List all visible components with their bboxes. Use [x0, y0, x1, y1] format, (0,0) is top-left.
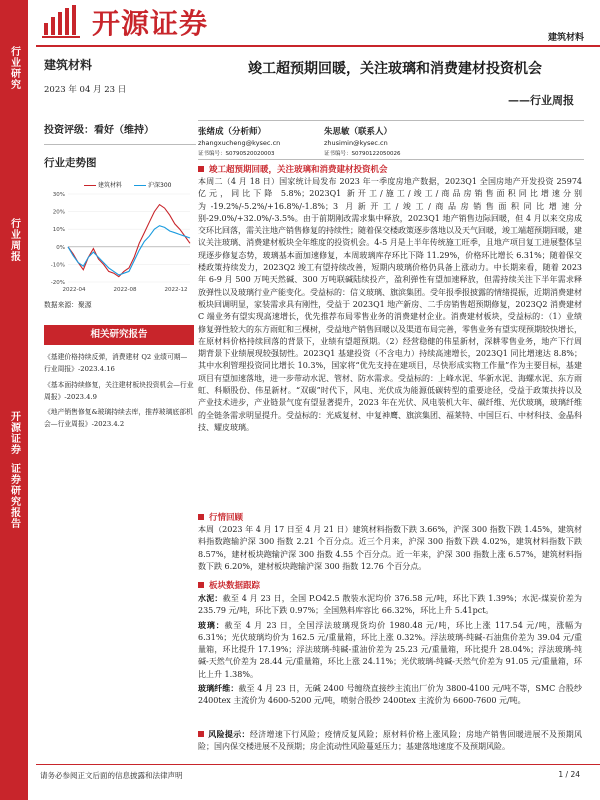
legend-label-hs300: 沪深300 [148, 182, 172, 189]
left-column [44, 56, 194, 431]
series-line-materials [68, 205, 190, 277]
legend-label-materials: 建筑材料 [98, 182, 123, 189]
report-type: ——行业周报 [508, 94, 574, 107]
sidebar-brand-label: 开源证券 [8, 411, 20, 455]
risk-text: 经济增速下行风险；疫情反复风险；原材料价格上涨风险；房地产销售回暖进展不及预期风险；国内保交楼进展不及预期；房企流动性风险蔓延压力；基建落地速度不及预期风险。 [198, 730, 582, 752]
footer-disclaimer: 请务必参阅正文后面的信息披露和法律声明 [40, 771, 183, 780]
footer-divider [36, 764, 600, 765]
logo-mark-icon [40, 3, 86, 41]
analyst-cert: 证书编号：S0790520020003 [198, 151, 275, 157]
risk-block [198, 728, 582, 762]
related-item[interactable]: 《地产销售修复&玻璃持续去库，推荐玻璃底部机会—行业周报》-2023.4.2 [44, 408, 193, 429]
related-list [44, 351, 194, 431]
data-item-label: 玻璃： [198, 619, 225, 630]
header-divider [36, 45, 600, 47]
bullet-icon [198, 166, 204, 172]
analyst-block [198, 120, 584, 160]
section-heading [198, 579, 260, 591]
related-item[interactable]: 《基本面持续修复，关注建材板块投资机会—行业周报》-2023.4.9 [44, 380, 194, 401]
report-date: 2023 年 04 月 23 日 [44, 85, 127, 95]
related-header [44, 325, 194, 345]
section-body [198, 592, 582, 726]
sidebar-report-label: 证券研究报告 [8, 463, 20, 529]
y-tick-label: 10% [52, 227, 65, 234]
y-tick-label: 30% [52, 192, 65, 198]
bullet-icon [198, 582, 204, 588]
data-item-glass [198, 619, 582, 681]
related-title: 相关研究报告 [90, 329, 148, 340]
bullet-icon [198, 731, 204, 737]
y-tick-label: -10% [50, 262, 65, 269]
y-tick-label: 20% [52, 209, 65, 216]
related-item[interactable]: 《基建价格持续反弹，消费建材 Q2 业绩可期—行业周报》-2023.4.16 [44, 353, 188, 374]
sidebar-tab-weekly: 行业周报 [8, 218, 20, 262]
analyst-email[interactable]: zhangxucheng@kysec.cn [198, 139, 281, 147]
risk-label: 风险提示： [208, 729, 250, 739]
trend-chart [44, 178, 194, 298]
section-title: 竣工超预期回暖，关注玻璃和消费建材投资机会 [209, 165, 388, 175]
x-tick-label: 2022-08 [113, 287, 137, 293]
y-tick-label: 0% [56, 244, 65, 251]
analyst-2 [324, 125, 514, 157]
section-heading [198, 511, 243, 523]
industry-name: 建筑材料 [44, 58, 93, 72]
x-tick-label: 2022-04 [62, 287, 86, 293]
bullet-icon [198, 514, 204, 520]
section-body: 本周二（4 月 18 日）国家统计局发布 2023 年一季度房地产数据，2023Q1 全国房地产开发投资 25974 亿元，同比下降 5.8%；2023Q1 新开工/施工/竣工/商品房销售面积同比增速分别为-19.2%/-5.2%/+16.8%/-1.8%；3 月新开工/竣工/商品房销售面积同比增速分别-29.0%/+32.0%/-3.5%。由于前期刚改需求集中释放，2023Q1 地产销售边际回暖，但 4 月以来交房成交环比回落，需关注地产销售修复的持续性；随着保交楼政策逐步落地以及天气回暖，竣工端超预期回暖，建议关注玻璃、消费建材板块全年维度的投资机会。4-5 月是上半年传统施工旺季，且地产项目复工进展整体呈现逐步修复态势，玻璃基本面加速修复，本周玻璃库存环比下降 11.29%，价格环比增长 6.31%；随着保交楼政策持续发力，2023Q2 竣工有望持续改善，短期内玻璃价格仍具备上涨动力。中长期来看，随着 2023 年 6-9 月 500 万吨天然碱、300 万吨联碱陆续投产，盈利弹性有望加速释放，但需持续关注下半年需求释放弹性以及玻璃行业产能变化。受益标的：信义玻璃、旗滨集团。受年报季报披露的情绪提振，近期消费建材板块回调明显，家装需求具有刚性，受益于 2023Q1 地产新房、二手房销售超预期修复，2023Q2 消费建材 C 端业务有望实现高速增长，优先推荐布局零售业务的消费建材企业。消费建材板块，受益标的：（1）业绩修复弹性较大的东方雨虹和三棵树，受益地产销售回暖以及渠道布局完善，零售业务有望实现预期较快增长，在原材料价格持续回落的背景下，业绩有望超预期。（2）经营稳健的伟星新材，深耕零售业务，地产下行周期背景下业绩展现较强韧性。2023Q1 基建投资（不含电力）持续高速增长，2023Q1 同比增速达 8.8%；其中水利管理投资同比增长 10.3%，国家将“优先支持在建项目，尽快形成实物工作量”作为主要目标，基建项目有望加速落地，进一步带动水泥、管材、防水需求。受益标的：上峰水泥、华新水泥、海螺水泥、东方雨虹、科顺股份、伟星新材。“双碳”时代下，风电、光伏成为能源低碳转型的重要途径，受益于政策扶持以及产业技术进步，产业链景气度有望显著提升，2023 年在光伏、风电装机大年、碳纤维、光伏玻璃，玻璃纤维的全链条需求明显提升。受益标的：光威复材、中复神鹰、旗滨集团、福莱特、中国巨石、中材科技、金晶科技、耀皮玻璃。 [198, 177, 582, 432]
data-item-text: 截至 4 月 23 日，全国 P.O42.5 散装水泥均价 376.58 元/吨，环比下跌 1.39%；水泥-煤炭价差为 235.79 元/吨，环比下跌 0.97%；全国熟料库容比 66.32%，环比上升 5.41pct。 [198, 594, 582, 616]
data-item-label: 玻璃纤维： [198, 683, 239, 694]
report-title: 竣工超预期回暖，关注玻璃和消费建材投资机会 [248, 61, 542, 77]
rating: 投资评级：看好（维持） [44, 125, 154, 136]
data-item-text: 截至 4 月 23 日，全国浮法玻璃现货均价 1980.48 元/吨，环比上涨 117.54 元/吨，涨幅为 6.31%；光伏玻璃均价为 162.5 元/重量箱，环比上涨 0.32%。浮法玻璃-纯碱-石油焦价差为 39.04 元/重量箱，环比提升 17.19%；浮法玻璃-纯碱-重油价差为 25.23 元/重量箱，环比提升 28.04%；浮法玻璃-纯碱-天然气价差为 28.44 元/重量箱，环比上涨 24.11%；光伏玻璃-纯碱-天然气价差为 91.05 元/重量箱，环比上升 1.38%。 [198, 620, 582, 679]
logo [40, 2, 208, 42]
trend-chart-svg [44, 178, 194, 298]
analyst-name: 朱思敏（联系人） [324, 127, 393, 137]
sidebar-tab-brand [0, 400, 28, 540]
header-category: 建筑材料 [547, 33, 584, 43]
chart-source: 数据来源：聚源 [44, 301, 92, 309]
analyst-cert: 证书编号：S0790122050026 [324, 151, 401, 157]
section-heading [198, 163, 388, 175]
analyst-email[interactable]: zhusimin@kysec.cn [324, 139, 388, 147]
section-title: 行情回顾 [209, 513, 244, 523]
section-title: 板块数据跟踪 [209, 581, 261, 591]
divider [44, 144, 196, 145]
section-body: 本周（2023 年 4 月 17 日至 4 月 21 日）建筑材料指数下跌 3.66%，沪深 300 指数下跌 1.45%，建筑材料指数跑输沪深 300 指数 2.21 个百分点。近三个月来，沪深 300 指数下跌 4.02%，建筑材料指数下跌 8.57%，建材板块跑输沪深 300 指数 4.55 个百分点。近一年来，沪深 300 指数上涨 6.57%，建筑材料指数下跌 6.20%，建材板块跑输沪深 300 指数 12.76 个百分点。 [198, 525, 582, 571]
trend-title: 行业走势图 [44, 157, 97, 169]
data-item-text: 截至 4 月 23 日，无碱 2400 号缠绕直接纱主流出厂价为 3800-4100 元/吨不等，SMC 合股纱 2400tex 主流价为 4600-5200 元/吨，喷射合股纱 2400tex 主流价为 6600-7600 元/吨。 [198, 684, 582, 706]
y-tick-label: -20% [50, 280, 65, 286]
analyst-name: 张绪成（分析师） [198, 127, 267, 137]
x-tick-label: 2022-12 [164, 287, 188, 293]
logo-text: 开源证券 [92, 7, 209, 40]
data-item-cement [198, 592, 582, 618]
sidebar-tab-industry-research: 行业研究 [8, 46, 20, 90]
sidebar [0, 0, 28, 800]
data-item-fiberglass [198, 682, 582, 708]
page-number: 1 / 24 [558, 770, 580, 779]
data-item-label: 水泥： [198, 593, 223, 603]
